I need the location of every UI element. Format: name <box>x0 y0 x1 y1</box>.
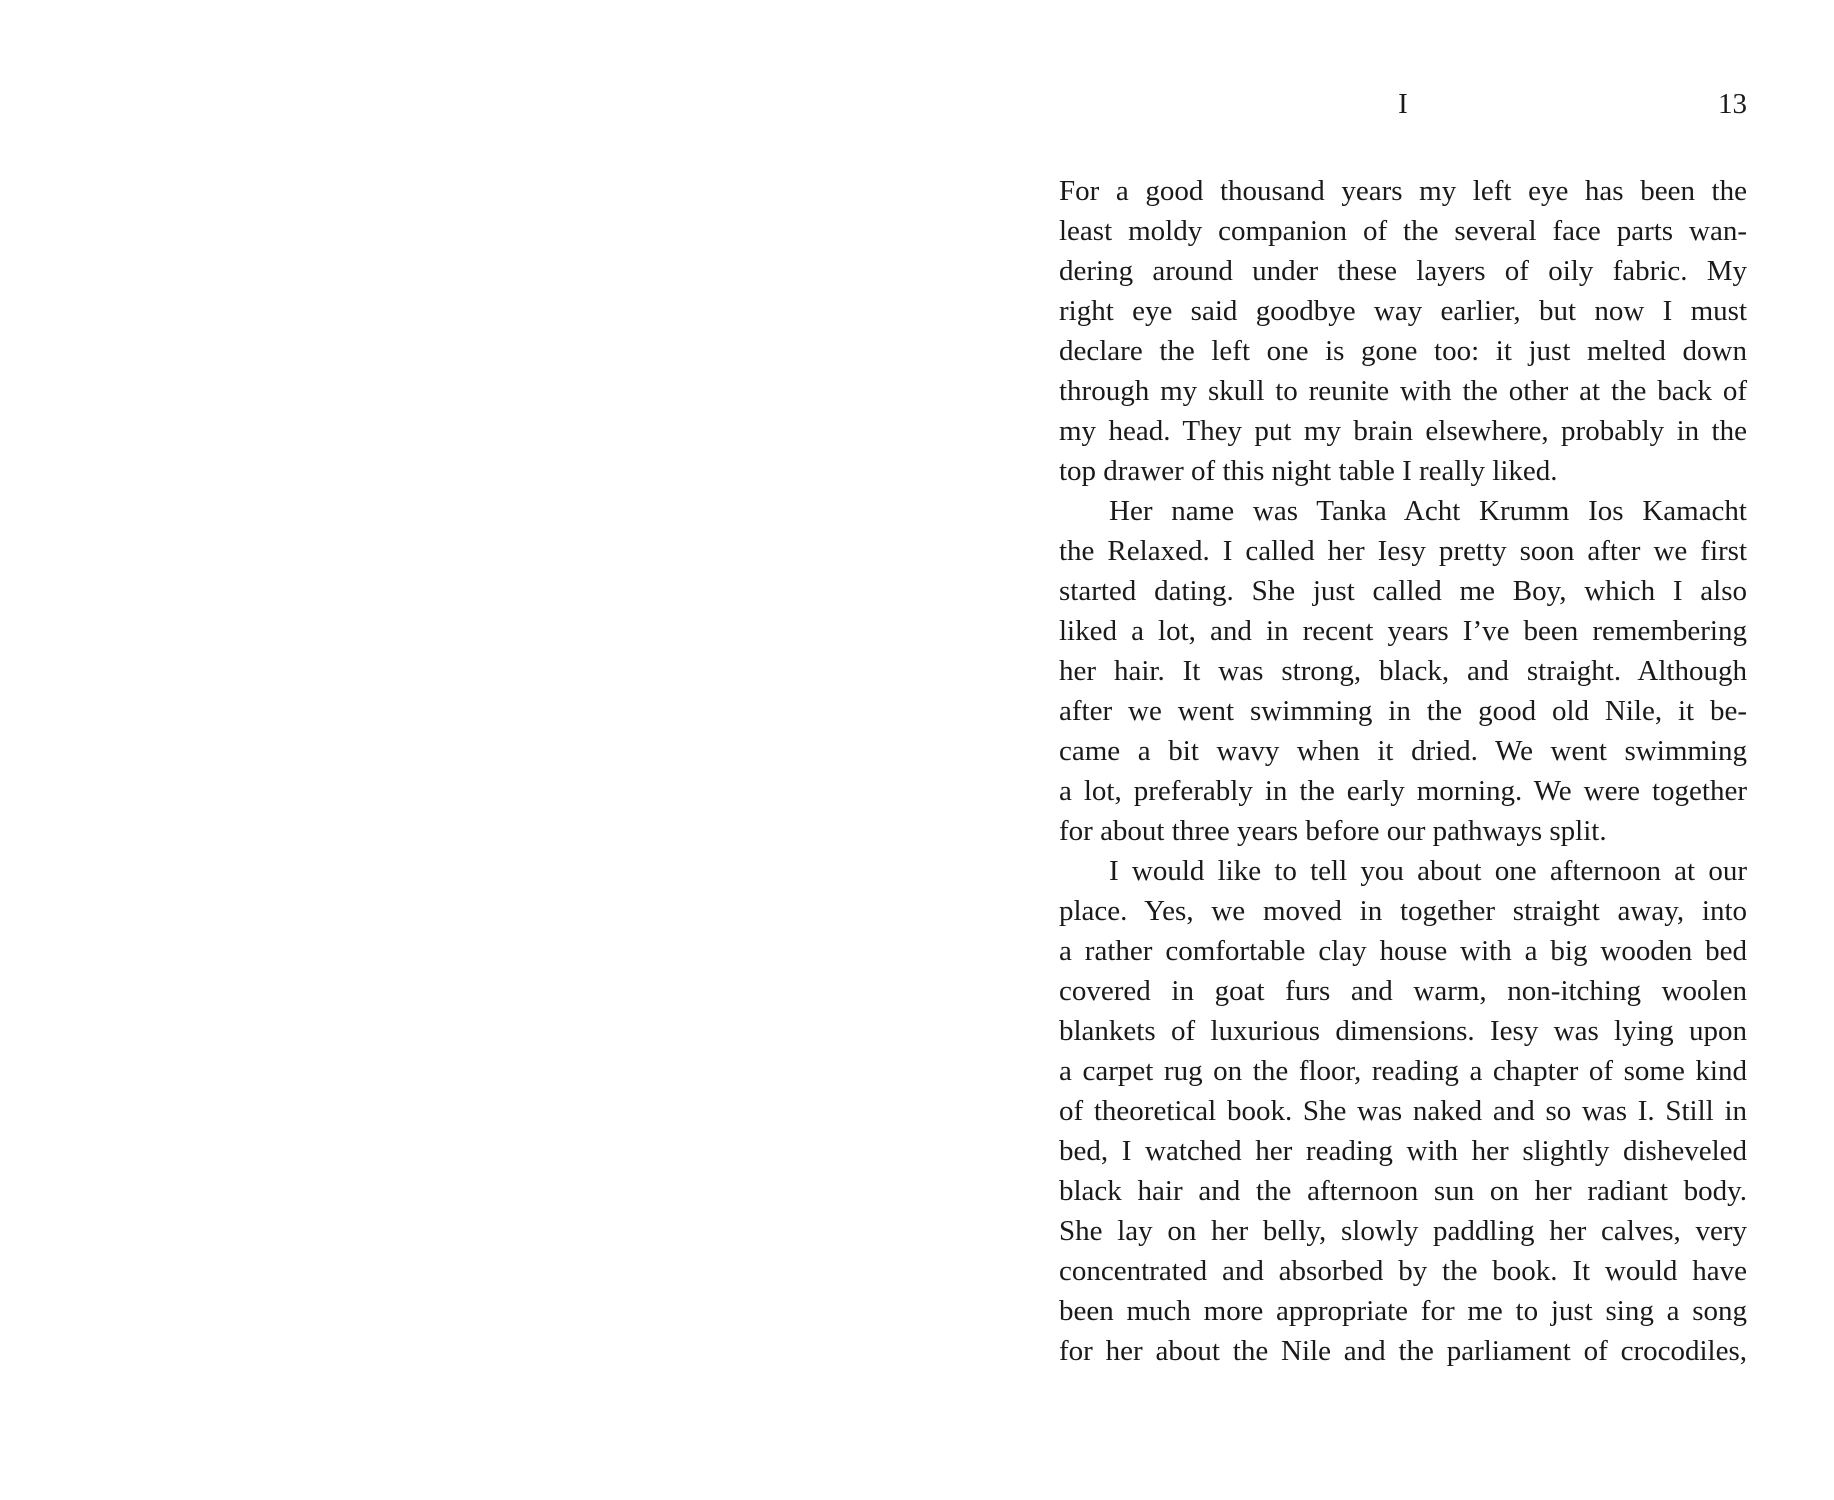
body-text <box>1059 171 1747 1371</box>
running-head <box>1059 88 1747 128</box>
page-number: 13 <box>1718 88 1747 120</box>
text-line: black hair and the afternoon sun on her radiant body. <box>1059 1175 1747 1207</box>
text-line: for her about the Nile and the parliament of crocodiles, <box>1059 1335 1747 1367</box>
paragraph-2 <box>1059 491 1747 851</box>
paragraph-3 <box>1059 851 1747 1371</box>
text-line: liked a lot, and in recent years I’ve been remembering <box>1059 615 1747 647</box>
text-line: blankets of luxurious dimensions. Iesy was lying upon <box>1059 1015 1747 1047</box>
text-line: started dating. She just called me Boy, which I also <box>1059 575 1747 607</box>
text-line: a carpet rug on the floor, reading a chapter of some kind <box>1059 1055 1747 1087</box>
text-line: right eye said goodbye way earlier, but now I must <box>1059 295 1747 327</box>
text-line: a rather comfortable clay house with a big wooden bed <box>1059 935 1747 967</box>
text-line: of theoretical book. She was naked and so was I. Still in <box>1059 1095 1747 1127</box>
text-line: for about three years before our pathways split. <box>1059 815 1607 847</box>
text-line: top drawer of this night table I really liked. <box>1059 455 1558 487</box>
text-line: came a bit wavy when it dried. We went swimming <box>1059 735 1747 767</box>
text-line: covered in goat furs and warm, non-itching woolen <box>1059 975 1747 1007</box>
text-line: declare the left one is gone too: it just melted down <box>1059 335 1747 367</box>
text-line: bed, I watched her reading with her slightly disheveled <box>1059 1135 1747 1167</box>
text-line: place. Yes, we moved in together straight away, into <box>1059 895 1747 927</box>
chapter-mark: I <box>1398 88 1408 120</box>
text-line: least moldy companion of the several face parts wan- <box>1059 215 1747 247</box>
text-line: after we went swimming in the good old Nile, it be- <box>1059 695 1747 727</box>
right-page <box>917 0 1834 1500</box>
text-line: Her name was Tanka Acht Krumm Ios Kamacht <box>1109 495 1747 527</box>
text-line: concentrated and absorbed by the book. It would have <box>1059 1255 1747 1287</box>
text-line: For a good thousand years my left eye has been the <box>1059 175 1747 207</box>
paragraph-1 <box>1059 171 1747 491</box>
text-line: I would like to tell you about one afternoon at our <box>1109 855 1747 887</box>
text-line: my head. They put my brain elsewhere, probably in the <box>1059 415 1747 447</box>
text-line: her hair. It was strong, black, and straight. Although <box>1059 655 1747 687</box>
text-line: dering around under these layers of oily fabric. My <box>1059 255 1747 287</box>
text-line: the Relaxed. I called her Iesy pretty soon after we first <box>1059 535 1747 567</box>
text-line: through my skull to reunite with the other at the back of <box>1059 375 1747 407</box>
text-line: She lay on her belly, slowly paddling her calves, very <box>1059 1215 1747 1247</box>
text-line: a lot, preferably in the early morning. We were together <box>1059 775 1747 807</box>
text-line: been much more appropriate for me to just sing a song <box>1059 1295 1747 1327</box>
